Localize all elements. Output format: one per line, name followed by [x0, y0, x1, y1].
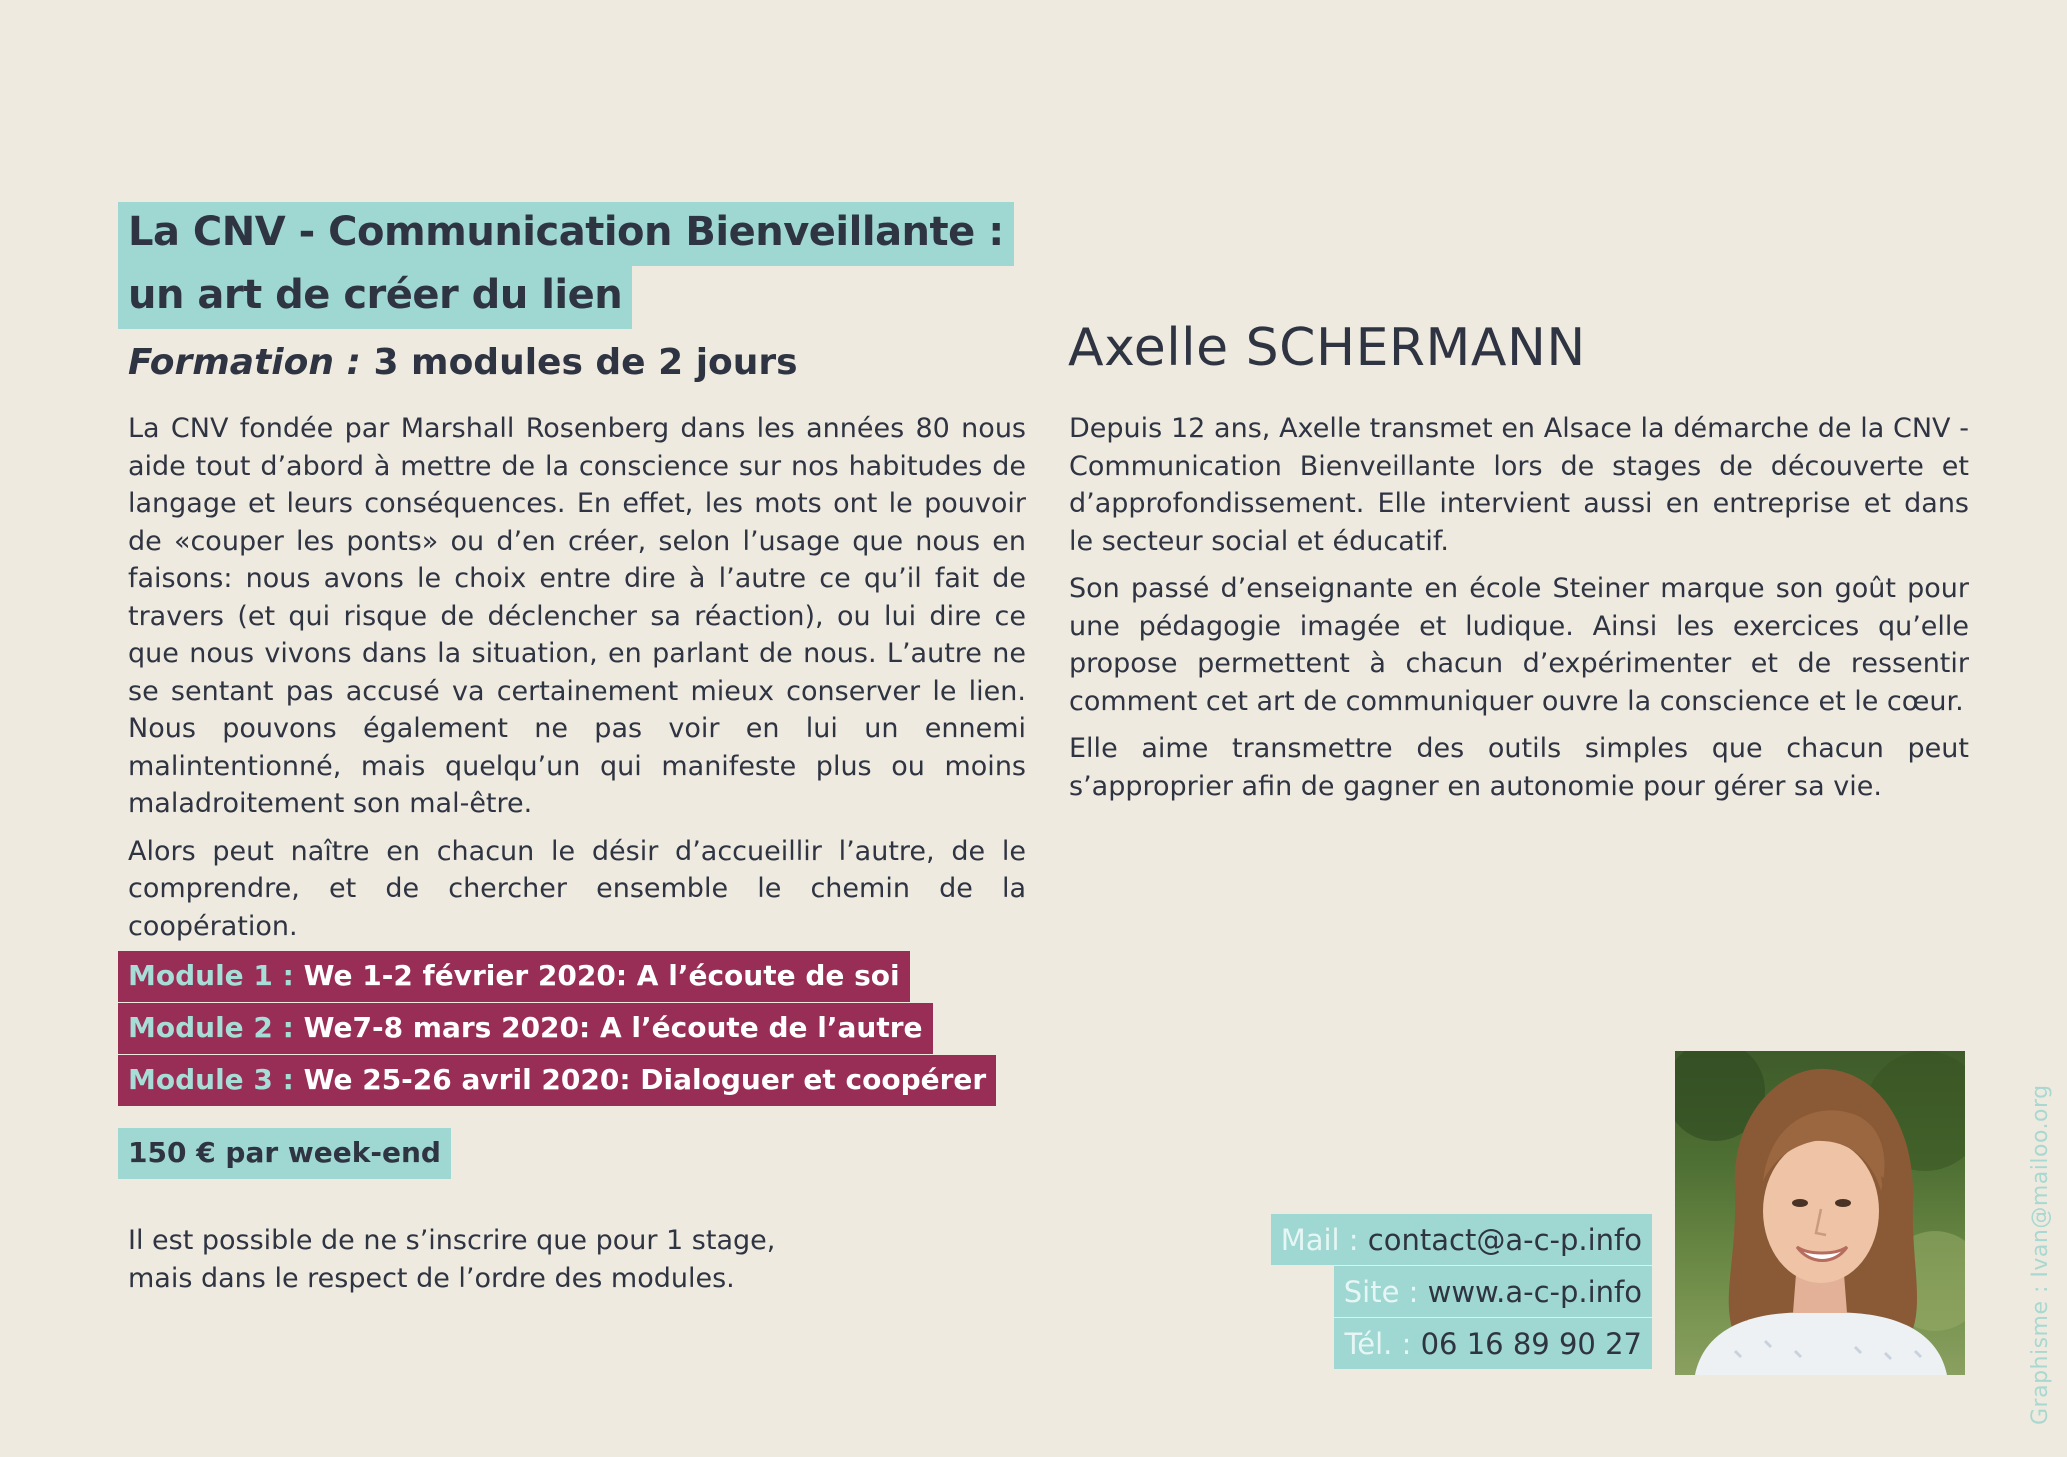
page-title-line-1: La CNV - Communication Bienveillante : [118, 202, 1014, 266]
contact-phone [1334, 1318, 1652, 1369]
page-title-line-2: un art de créer du lien [118, 265, 632, 329]
module-label: Module 1 : [128, 959, 294, 992]
formation-label: Formation : [128, 342, 361, 383]
contact-mail-label: Mail : [1280, 1223, 1359, 1257]
cnv-description [128, 410, 1026, 955]
module-label: Module 3 : [128, 1063, 294, 1096]
bio-paragraph-2: Son passé d’enseignante en école Steiner marque son goût pour une pédagogie imagée et ludique. Ainsi les exercices qu’elle propose permettent à chacun d’expérimenter et de ressentir comment cet art de communiquer ouvre la conscience et le cœur. [1069, 573, 1969, 717]
module-item-2 [118, 1003, 933, 1054]
contact-site-label: Site : [1343, 1275, 1419, 1309]
title-block [118, 202, 1014, 329]
trainer-bio [1069, 410, 1969, 815]
portrait-illustration [1675, 1051, 1965, 1375]
formation-subtitle [128, 342, 798, 383]
contact-phone-label: Tél. : [1344, 1327, 1412, 1361]
contact-block [1271, 1214, 1652, 1370]
module-list [118, 951, 996, 1107]
contact-site[interactable] [1334, 1266, 1652, 1317]
bio-paragraph-3: Elle aime transmettre des outils simples que chacun peut s’approprier afin de gagner en autonomie pour gérer sa vie. [1069, 733, 1969, 802]
contact-mail[interactable] [1271, 1214, 1652, 1265]
registration-note [128, 1222, 775, 1297]
contact-site-value[interactable]: www.a-c-p.info [1418, 1275, 1642, 1309]
note-line-1: Il est possible de ne s’inscrire que pour 1 stage, [128, 1225, 776, 1256]
formation-text: 3 modules de 2 jours [360, 342, 798, 383]
bio-paragraph-1: Depuis 12 ans, Axelle transmet en Alsace la démarche de la CNV - Communication Bienveillante lors de stages de découverte et d’approfondissement. Elle intervient aussi en entreprise et dans le secteur social et éducatif. [1069, 413, 1969, 557]
contact-phone-value: 06 16 89 90 27 [1411, 1327, 1642, 1361]
price-badge: 150 € par week-end [118, 1128, 451, 1179]
cnv-paragraph-1: La CNV fondée par Marshall Rosenberg dans les années 80 nous aide tout d’abord à mettre de la conscience sur nos habitudes de langage et leurs conséquences. En effet, les mots ont le pouvoir de «couper les ponts» ou d’en créer, selon l’usage que nous en faisons: nous avons le choix entre dire à l’autre ce qu’il fait de travers (et qui risque de déclencher sa réaction), ou lui dire ce que nous vivons dans la situation, en parlant de nous. L’autre ne se sentant pas accusé va certainement mieux conserver le lien. Nous pouvons également ne pas voir en lui un ennemi malintentionné, mais quelqu’un qui manifeste plus ou moins maladroitement son mal-être. [128, 413, 1026, 819]
module-text: We7-8 mars 2020: A l’écoute de l’autre [293, 1011, 923, 1044]
module-text: We 25-26 avril 2020: Dialoguer et coopérer [293, 1063, 987, 1096]
module-text: We 1-2 février 2020: A l’écoute de soi [293, 959, 900, 992]
trainer-photo [1675, 1051, 1965, 1375]
module-item-1 [118, 951, 910, 1002]
cnv-paragraph-2: Alors peut naître en chacun le désir d’accueillir l’autre, de le comprendre, et de chercher ensemble le chemin de la coopération. [128, 835, 1026, 942]
trainer-name: Axelle SCHERMANN [1068, 318, 1586, 378]
module-label: Module 2 : [128, 1011, 294, 1044]
note-line-2: mais dans le respect de l’ordre des modules. [128, 1262, 735, 1294]
module-item-3 [118, 1055, 996, 1106]
contact-mail-value[interactable]: contact@a-c-p.info [1358, 1223, 1642, 1257]
graphic-credit: Graphisme : Ivan@mailoo.org [2028, 1084, 2053, 1425]
